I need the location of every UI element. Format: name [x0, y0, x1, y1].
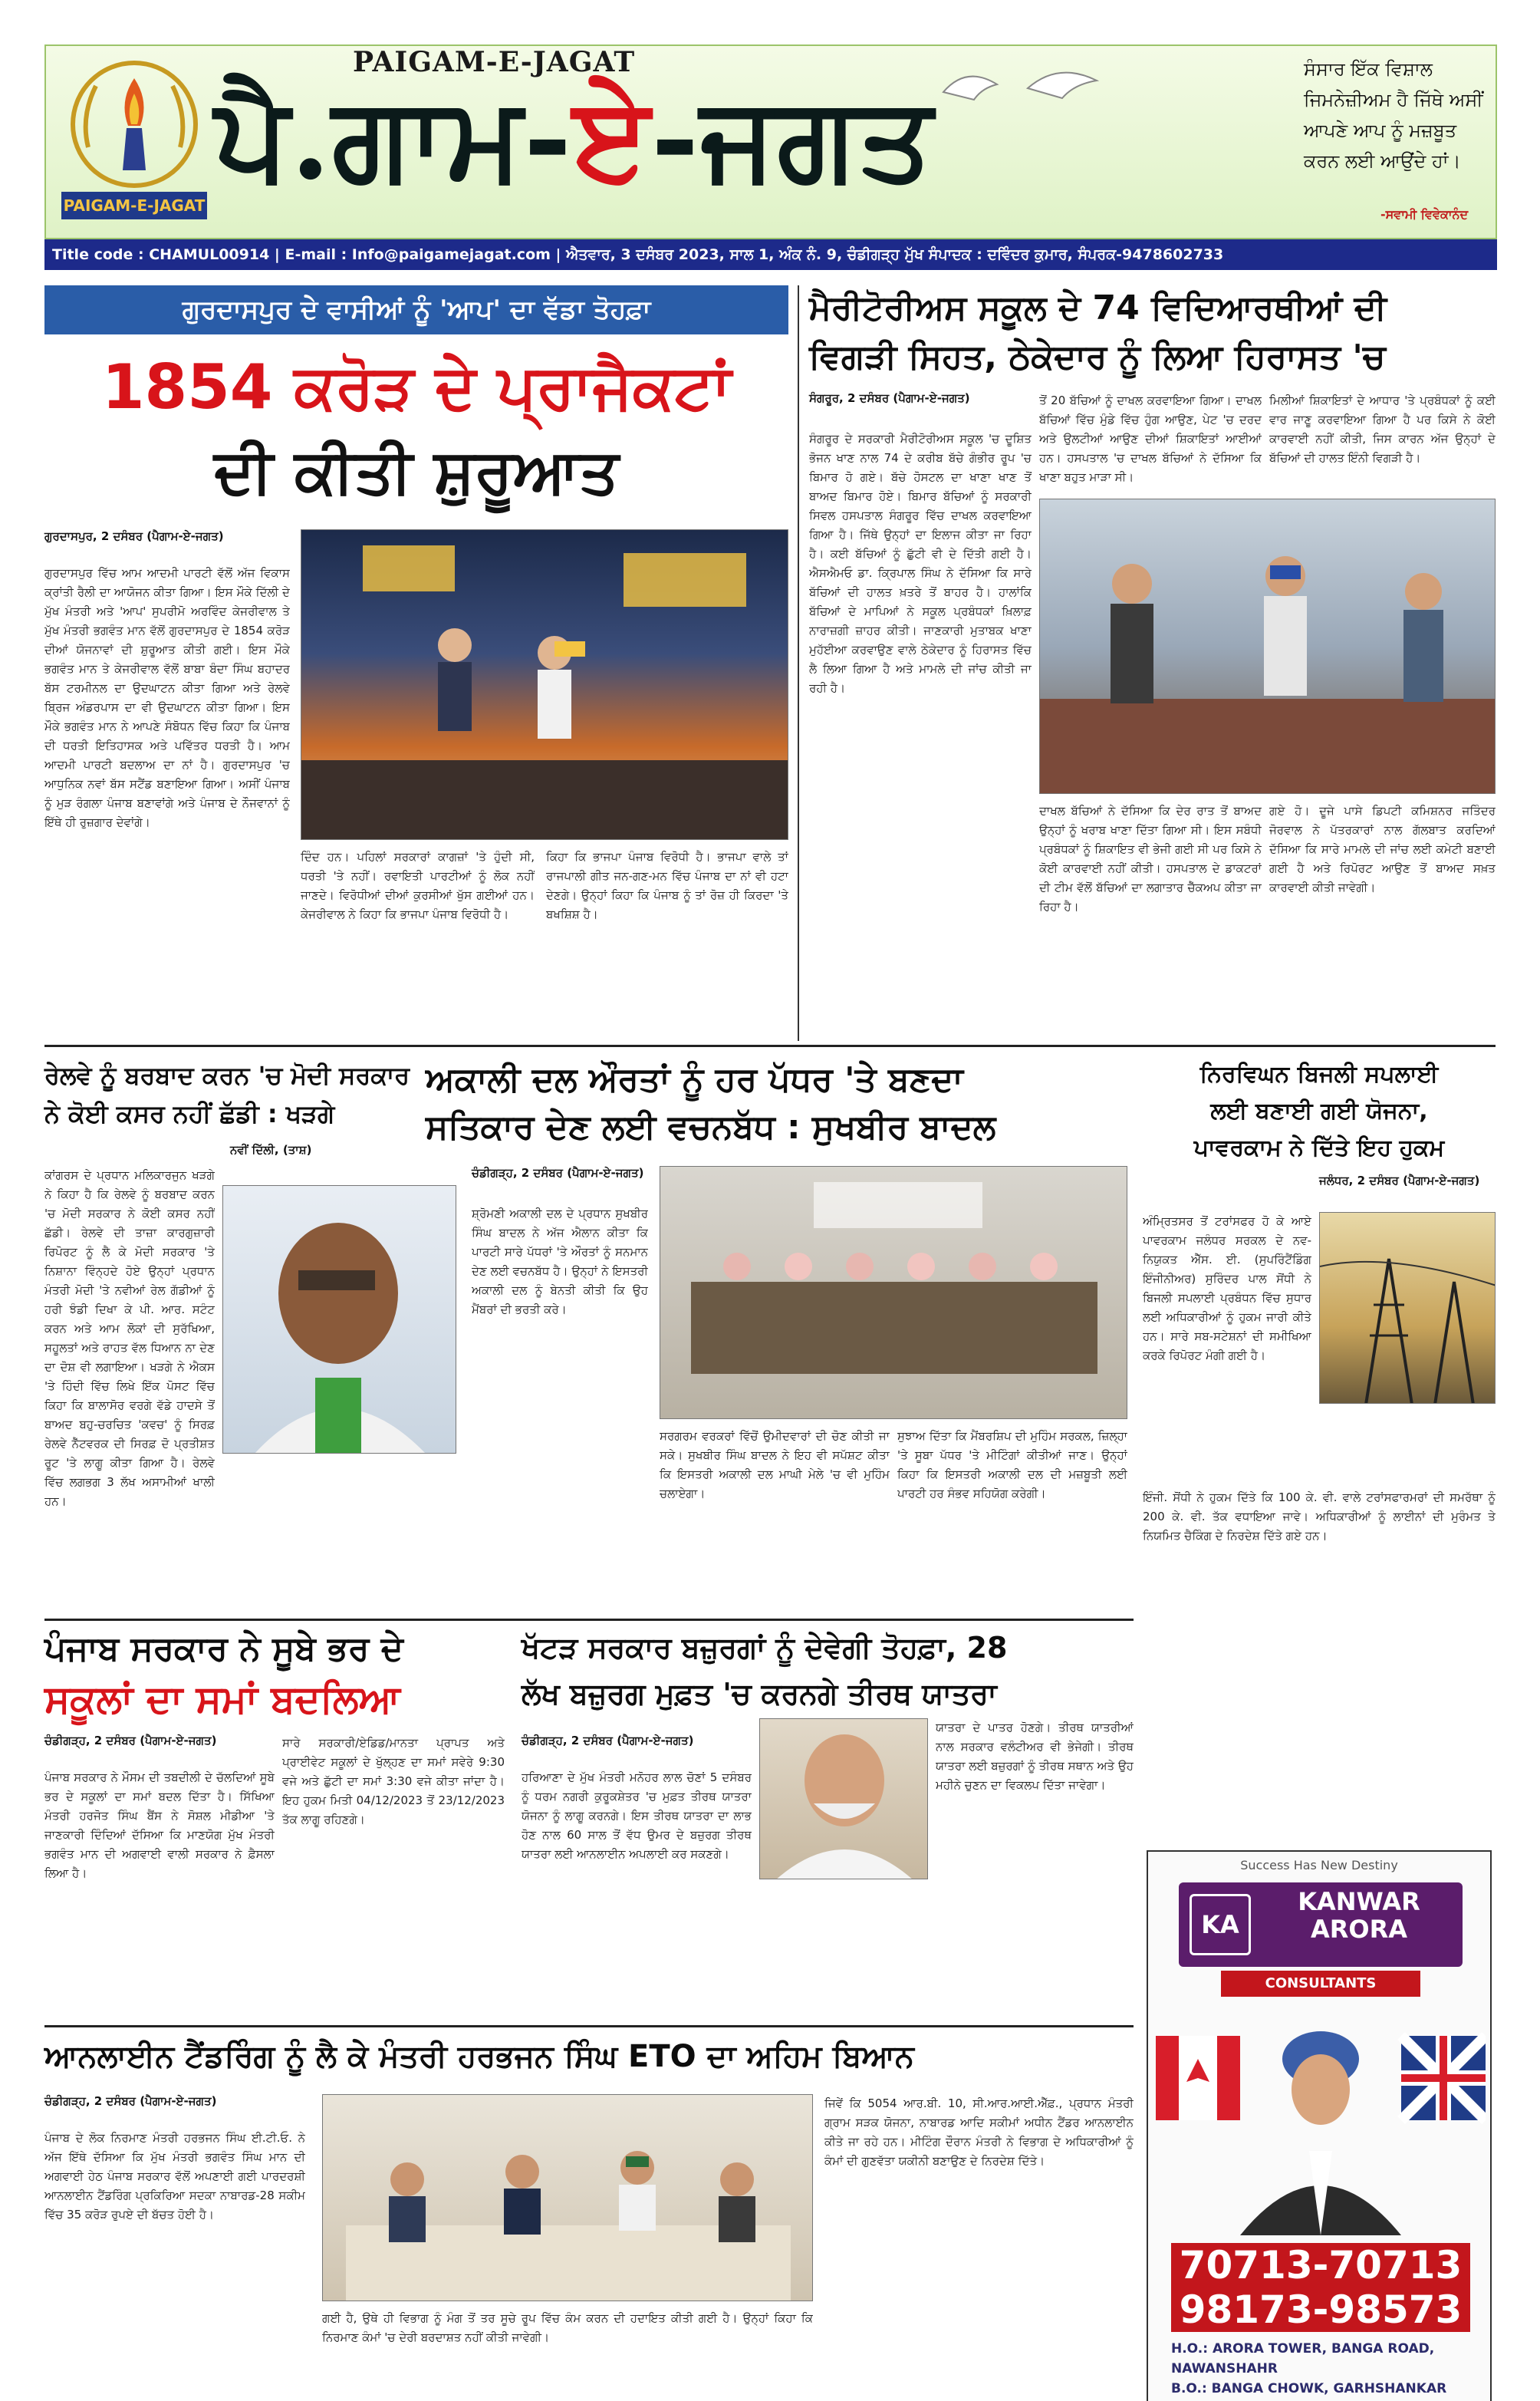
title-part-1: ਪੈ.ਗਾਮ- — [215, 71, 574, 206]
story3-khargo-photo — [222, 1185, 456, 1454]
story3-body: ਕਾਂਗਰਸ ਦੇ ਪ੍ਰਧਾਨ ਮਲਿਕਾਰਜੁਨ ਖੜਗੇ ਨੇ ਕਿਹਾ ਹੈ ਕਿ ਰੇਲਵੇ ਨੂੰ ਬਰਬਾਦ ਕਰਨ 'ਚ ਮੋਦੀ ਸਰਕਾਰ ਨੇ ਕੋਈ ਕਸਰ ਨਹੀਂ ਛੱਡੀ। ਰੇਲਵੇ ਦੀ ਤਾਜ਼ਾ ਕਾਰਗੁਜ਼ਾਰੀ ਰਿਪੋਰਟ ਨੂੰ ਲੈ ਕੇ ਮੋਦੀ ਸਰਕਾਰ 'ਤੇ ਨਿਸ਼ਾਨਾ ਵਿੰਨ੍ਹਦੇ ਹੋਏ ਉਨ੍ਹਾਂ ਪ੍ਰਧਾਨ ਮੰਤਰੀ ਮੋਦੀ 'ਤੇ ਨਵੀਆਂ ਰੇਲ ਗੱਡੀਆਂ ਨੂੰ ਹਰੀ ਝੰਡੀ ਦਿਖਾ ਕੇ ਪੀ. ਆਰ. ਸਟੰਟ ਕਰਨ ਅਤੇ ਆਮ ਲੋਕਾਂ ਦੀ ਸੁਰੱਖਿਆ, ਸਹੂਲਤਾਂ ਅਤੇ ਰਾਹਤ ਵੱਲ ਧਿਆਨ ਨਾ ਦੇਣ ਦਾ ਦੋਸ਼ ਵੀ ਲਗਾਇਆ। ਖੜਗੇ ਨੇ ਐਕਸ 'ਤੇ ਹਿੰਦੀ ਵਿੱਚ ਲਿਖੇ ਇੱਕ ਪੋਸਟ ਵਿੱਚ ਕਿਹਾ ਕਿ ਬਾਲਾਸੋਰ ਵਰਗੇ ਵੱਡੇ ਹਾਦਸੇ ਤੋਂ ਬਾਅਦ ਬਹੁ-ਚਰਚਿਤ 'ਕਵਚ' ਨੂੰ ਸਿਰਫ਼ ਰੇਲਵੇ ਨੈੱਟਵਰਕ ਦੀ ਸਿਰਫ਼ ਦੋ ਪ੍ਰਤੀਸ਼ਤ ਰੂਟ 'ਤੇ ਲਾਗੂ ਕੀਤਾ ਗਿਆ ਹੈ। ਰੇਲਵੇ ਵਿੱਚ ਲਗਭਗ 3 ਲੱਖ ਅਸਾਮੀਆਂ ਖਾਲੀ ਹਨ। — [44, 1168, 215, 1508]
story4-headline-1: ਅਕਾਲੀ ਦਲ ਔਰਤਾਂ ਨੂੰ ਹਰ ਪੱਧਰ 'ਤੇ ਬਣਦਾ — [426, 1060, 963, 1099]
masthead-english-name: PAIGAM-E-JAGAT — [353, 46, 636, 78]
ad-address — [1171, 2339, 1470, 2399]
story2-body-5: ਗਏ ਹੋ। ਦੂਜੇ ਪਾਸੇ ਡਿਪਟੀ ਕਮਿਸ਼ਨਰ ਜਤਿੰਦਰ ਜੋਰਵਾਲ ਨੇ ਪੱਤਰਕਾਰਾਂ ਨਾਲ ਗੱਲਬਾਤ ਕਰਦਿਆਂ ਦੱਸਿਆ ਕਿ ਸਾਰੇ ਮਾਮਲੇ ਦੀ ਜਾਂਚ ਲਈ ਕਮੇਟੀ ਬਣਾਈ ਗਈ ਹੈ ਅਤੇ ਰਿਪੋਰਟ ਆਉਣ ਤੋਂ ਬਾਅਦ ਸਖ਼ਤ ਕਾਰਵਾਈ ਕੀਤੀ ਜਾਵੇਗੀ। — [1269, 804, 1496, 894]
story8-body: ਪੰਜਾਬ ਦੇ ਲੋਕ ਨਿਰਮਾਣ ਮੰਤਰੀ ਹਰਭਜਨ ਸਿੰਘ ਈ.ਟੀ.ਓ. ਨੇ ਅੱਜ ਇੱਥੇ ਦੱਸਿਆ ਕਿ ਮੁੱਖ ਮੰਤਰੀ ਭਗਵੰਤ ਸਿੰਘ ਮਾਨ ਦੀ ਅਗਵਾਈ ਹੇਠ ਪੰਜਾਬ ਸਰਕਾਰ ਵੱਲੋਂ ਅਪਣਾਈ ਗਈ ਪਾਰਦਰਸ਼ੀ ਆਨਲਾਈਨ ਟੈਂਡਰਿੰਗ ਪ੍ਰਕਿਰਿਆ ਸਦਕਾ ਨਾਬਾਰਡ-28 ਸਕੀਮ ਵਿੱਚ 35 ਕਰੋੜ ਰੁਪਏ ਦੀ ਬੱਚਤ ਹੋਈ ਹੈ। — [44, 2131, 305, 2222]
ad-address-1: H.O.: ARORA TOWER, BANGA ROAD, NAWANSHAHR — [1171, 2341, 1435, 2376]
section-divider-2 — [44, 1619, 1134, 1621]
section-divider — [44, 1045, 1496, 1047]
story5-body-2: ਇੰਜੀ. ਸੋਂਧੀ ਨੇ ਹੁਕਮ ਦਿੱਤੇ ਕਿ 100 ਕੇ. ਵੀ. ਵਾਲੇ ਟਰਾਂਸਫਾਰਮਰਾਂ ਦੀ ਸਮਰੱਥਾ ਨੂੰ 200 ਕੇ. ਵੀ. ਤੱਕ ਵਧਾਇਆ ਜਾਵੇ। ਅਧਿਕਾਰੀਆਂ ਨੂੰ ਲਾਈਨਾਂ ਦੀ ਮੁਰੰਮਤ ਤੇ ਨਿਯਮਿਤ ਚੈਕਿੰਗ ਦੇ ਨਿਰਦੇਸ਼ ਦਿੱਤੇ ਗਏ ਹਨ। — [1143, 1490, 1496, 1543]
story4-body-3: ਸੁਝਾਅ ਦਿੱਤਾ ਕਿ ਮੈਂਬਰਸ਼ਿਪ ਦੀ ਮੁਹਿੰਮ ਸਰਕਲ, ਜ਼ਿਲ੍ਹਾ 'ਤੇ ਸੂਬਾ ਪੱਧਰ 'ਤੇ ਮੀਟਿੰਗਾਂ ਕੀਤੀਆਂ ਜਾਣ। ਉਨ੍ਹਾਂ ਕਿਹਾ ਕਿ ਇਸਤਰੀ ਅਕਾਲੀ ਦਲ ਦੀ ਮਜ਼ਬੂਤੀ ਲਈ ਪਾਰਟੀ ਹਰ ਸੰਭਵ ਸਹਿਯੋਗ ਕਰੇਗੀ। — [897, 1429, 1127, 1500]
ad-phone-1[interactable]: 70713-70713 — [1179, 2243, 1463, 2287]
story4-body-2: ਸਰਗਰਮ ਵਰਕਰਾਂ ਵਿੱਚੋਂ ਉਮੀਦਵਾਰਾਂ ਦੀ ਚੋਣ ਕੀਤੀ ਜਾ ਸਕੇ। ਸੁਖਬੀਰ ਸਿੰਘ ਬਾਦਲ ਨੇ ਇਹ ਵੀ ਸਪੱਸ਼ਟ ਕੀਤਾ ਕਿ ਇਸਤਰੀ ਅਕਾਲੀ ਦਲ ਮਾਘੀ ਮੇਲੇ 'ਚ ਵੀ ਮੁਹਿੰਮ ਚਲਾਏਗਾ। — [660, 1429, 890, 1500]
ad-logo — [1179, 1882, 1463, 1967]
ad-phone-box[interactable] — [1171, 2243, 1470, 2332]
story6-dateline: ਚੰਡੀਗੜ੍ਹ, 2 ਦਸੰਬਰ (ਪੈਗਾਮ-ਏ-ਜਗਤ) — [44, 1734, 217, 1747]
story5-headline-3: ਪਾਵਰਕਾਮ ਨੇ ਦਿੱਤੇ ਇਹ ਹੁਕਮ — [1193, 1135, 1445, 1161]
story2-headline-2: ਵਿਗੜੀ ਸਿਹਤ, ਠੇਕੇਦਾਰ ਨੂੰ ਲਿਆ ਹਿਰਾਸਤ 'ਚ — [809, 338, 1386, 377]
story7-headline-2: ਲੱਖ ਬਜ਼ੁਰਗ ਮੁਫ਼ਤ 'ਚ ਕਰਨਗੇ ਤੀਰਥ ਯਾਤਰਾ — [522, 1677, 997, 1711]
story2-headline-1: ਮੈਰੀਟੋਰੀਅਸ ਸਕੂਲ ਦੇ 74 ਵਿਦਿਆਰਥੀਆਂ ਦੀ — [809, 288, 1387, 328]
masthead-quote: ਸੰਸਾਰ ਇੱਕ ਵਿਸ਼ਾਲ ਜਿਮਨੇਜ਼ੀਅਮ ਹੈ ਜਿੱਥੇ ਅਸੀਂ ਆਪਣੇ ਆਪ ਨੂੰ ਮਜ਼ਬੂਤ ਕਰਨ ਲਈ ਆਉਂਦੇ ਹਾਂ। — [1304, 58, 1483, 172]
kanwar-arora-ad[interactable] — [1147, 1850, 1492, 2401]
story1-dateline: ਗੁਰਦਾਸਪੁਰ, 2 ਦਸੰਬਰ (ਪੈਗਾਮ-ਏ-ਜਗਤ) — [44, 529, 224, 543]
logo-label: PAIGAM-E-JAGAT — [61, 192, 207, 219]
story1-band: ਗੁਰਦਾਸਪੁਰ ਦੇ ਵਾਸੀਆਂ ਨੂੰ 'ਆਪ' ਦਾ ਵੱਡਾ ਤੋਹਫ਼ਾ — [44, 285, 788, 334]
story5-headline-2: ਲਈ ਬਣਾਈ ਗਈ ਯੋਜਨਾ, — [1210, 1098, 1428, 1125]
ad-tagline: Success Has New Destiny — [1240, 1858, 1398, 1872]
story6-headline-2: ਸਕੂਲਾਂ ਦਾ ਸਮਾਂ ਬਦਲਿਆ — [44, 1677, 400, 1721]
story5-headline-1: ਨਿਰਵਿਘਨ ਬਿਜਲੀ ਸਪਲਾਈ — [1199, 1061, 1439, 1088]
story8-body-2: ਜਿਵੇਂ ਕਿ 5054 ਆਰ.ਬੀ. 10, ਸੀ.ਆਰ.ਆਈ.ਐੱਫ਼., ਪ੍ਰਧਾਨ ਮੰਤਰੀ ਗ੍ਰਾਮ ਸੜਕ ਯੋਜਨਾ, ਨਾਬਾਰਡ ਆਦਿ ਸਕੀਮਾਂ ਅਧੀਨ ਟੈਂਡਰ ਆਨਲਾਈਨ ਕੀਤੇ ਜਾ ਰਹੇ ਹਨ। ਮੀਟਿੰਗ ਦੌਰਾਨ ਮੰਤਰੀ ਨੇ ਵਿਭਾਗ ਦੇ ਅਧਿਕਾਰੀਆਂ ਨੂੰ ਕੰਮਾਂ ਦੀ ਗੁਣਵੱਤਾ ਯਕੀਨੀ ਬਣਾਉਣ ਦੇ ਨਿਰਦੇਸ਼ ਦਿੱਤੇ। — [824, 2096, 1134, 2168]
story1-headline-black: ਦੀ ਕੀਤੀ ਸ਼ੁਰੂਆਤ — [214, 436, 619, 507]
story7-body-2: ਯਾਤਰਾ ਦੇ ਪਾਤਰ ਹੋਣਗੇ। ਤੀਰਥ ਯਾਤਰੀਆਂ ਨਾਲ ਸਰਕਾਰ ਵਲੰਟੀਅਰ ਵੀ ਭੇਜੇਗੀ। ਤੀਰਥ ਯਾਤਰਾ ਲਈ ਬਜ਼ੁਰਗਾਂ ਨੂੰ ਤੀਰਥ ਸਥਾਨ ਅਤੇ ਉਹ ਮਹੀਨੇ ਚੁਣਨ ਦਾ ਵਿਕਲਪ ਦਿੱਤਾ ਜਾਵੇਗਾ। — [936, 1721, 1134, 1792]
story1-rally-photo — [301, 529, 788, 840]
story7-body: ਹਰਿਆਣਾ ਦੇ ਮੁੱਖ ਮੰਤਰੀ ਮਨੋਹਰ ਲਾਲ ਚੋਣਾਂ 5 ਦਸੰਬਰ ਨੂੰ ਧਰਮ ਨਗਰੀ ਕੁਰੂਕਸ਼ੇਤਰ 'ਚ ਮੁਫ਼ਤ ਤੀਰਥ ਯਾਤਰਾ ਯੋਜਨਾ ਨੂੰ ਲਾਗੂ ਕਰਨਗੇ। ਇਸ ਤੀਰਥ ਯਾਤਰਾ ਦਾ ਲਾਭ ਹੋਣ ਨਾਲ 60 ਸਾਲ ਤੋਂ ਵੱਧ ਉਮਰ ਦੇ ਬਜ਼ੁਰਗ ਤੀਰਥ ਯਾਤਰਾ ਲਈ ਆਨਲਾਈਨ ਅਪਲਾਈ ਕਰ ਸਕਣਗੇ। — [522, 1770, 752, 1861]
story1-body-3: ਕਿਹਾ ਕਿ ਭਾਜਪਾ ਪੰਜਾਬ ਵਿਰੋਧੀ ਹੈ। ਭਾਜਪਾ ਵਾਲੇ ਤਾਂ ਰਾਜਪਾਲੀ ਗੀਤ ਜਨ-ਗਣ-ਮਨ ਵਿੱਚ ਪੰਜਾਬ ਦਾ ਨਾਂ ਵੀ ਹਟਾ ਦੇਣਗੇ। ਉਨ੍ਹਾਂ ਕਿਹਾ ਕਿ ਪੰਜਾਬ ਨੂੰ ਤਾਂ ਰੋਜ਼ ਹੀ ਕਿਰਦਾ 'ਤੇ ਬਖਸ਼ਿਸ਼ ਹੈ। — [546, 850, 788, 921]
story8-meeting-photo — [322, 2094, 813, 2301]
column-divider — [798, 285, 799, 1041]
ad-address-2: B.O.: BANGA CHOWK, GARHSHANKAR — [1171, 2381, 1447, 2396]
story1-headline-red: 1854 ਕਰੋੜ ਦੇ ਪ੍ਰਾਜੈਕਟਾਂ — [101, 351, 732, 423]
story4-meeting-photo — [660, 1166, 1127, 1419]
ad-portrait — [1156, 2005, 1486, 2235]
story8-body-3: ਗਈ ਹੈ, ਉਥੇ ਹੀ ਵਿਭਾਗ ਨੂੰ ਮੰਗ ਤੋਂ ਤਰ ਸੂਚੇ ਰੂਪ ਵਿੱਚ ਕੰਮ ਕਰਨ ਦੀ ਹਦਾਇਤ ਕੀਤੀ ਗਈ ਹੈ। ਉਨ੍ਹਾਂ ਕਿਹਾ ਕਿ ਨਿਰਮਾਣ ਕੰਮਾਂ 'ਚ ਦੇਰੀ ਬਰਦਾਸ਼ਤ ਨਹੀਂ ਕੀਤੀ ਜਾਵੇਗੀ। — [322, 2311, 813, 2344]
story6-body: ਪੰਜਾਬ ਸਰਕਾਰ ਨੇ ਮੌਸਮ ਦੀ ਤਬਦੀਲੀ ਦੇ ਚੱਲਦਿਆਂ ਸੂਬੇ ਭਰ ਦੇ ਸਕੂਲਾਂ ਦਾ ਸਮਾਂ ਬਦਲ ਦਿੱਤਾ ਹੈ। ਸਿੱਖਿਆ ਮੰਤਰੀ ਹਰਜੋਤ ਸਿੰਘ ਬੈਂਸ ਨੇ ਸੋਸ਼ਲ ਮੀਡੀਆ 'ਤੇ ਜਾਣਕਾਰੀ ਦਿੰਦਿਆਂ ਦੱਸਿਆ ਕਿ ਮਾਣਯੋਗ ਮੁੱਖ ਮੰਤਰੀ ਭਗਵੰਤ ਮਾਨ ਦੀ ਅਗਵਾਈ ਵਾਲੀ ਸਰਕਾਰ ਨੇ ਫ਼ੈਸਲਾ ਲਿਆ ਹੈ। — [44, 1770, 275, 1880]
story2-body: ਸੰਗਰੂਰ ਦੇ ਸਰਕਾਰੀ ਮੈਰੀਟੋਰੀਅਸ ਸਕੂਲ 'ਚ ਦੂਸ਼ਿਤ ਭੋਜਨ ਖਾਣ ਨਾਲ 74 ਦੇ ਕਰੀਬ ਬੱਚੇ ਗੰਭੀਰ ਰੂਪ 'ਚ ਬਿਮਾਰ ਹੋ ਗਏ। ਬੱਚੇ ਹੋਸਟਲ ਦਾ ਖਾਣਾ ਖਾਣ ਤੋਂ ਬਾਅਦ ਬਿਮਾਰ ਹੋਏ। ਬਿਮਾਰ ਬੱਚਿਆਂ ਨੂੰ ਸਰਕਾਰੀ ਸਿਵਲ ਹਸਪਤਾਲ ਸੰਗਰੂਰ ਵਿੱਚ ਦਾਖਲ ਕਰਵਾਇਆ ਗਿਆ ਹੈ। ਜਿੱਥੇ ਉਨ੍ਹਾਂ ਦਾ ਇਲਾਜ ਕੀਤਾ ਜਾ ਰਿਹਾ ਹੈ। ਕਈ ਬੱਚਿਆਂ ਨੂੰ ਛੁੱਟੀ ਵੀ ਦੇ ਦਿੱਤੀ ਗਈ ਹੈ। ਐਸਐਮਓ ਡਾ. ਕ੍ਰਿਪਾਲ ਸਿੰਘ ਨੇ ਦੱਸਿਆ ਕਿ ਸਾਰੇ ਬੱਚਿਆਂ ਦੀ ਹਾਲਤ ਖ਼ਤਰੇ ਤੋਂ ਬਾਹਰ ਹੈ। ਹਾਲਾਂਕਿ ਬੱਚਿਆਂ ਦੇ ਮਾਪਿਆਂ ਨੇ ਸਕੂਲ ਪ੍ਰਬੰਧਕਾਂ ਖ਼ਿਲਾਫ਼ ਨਾਰਾਜ਼ਗੀ ਜ਼ਾਹਰ ਕੀਤੀ। ਜਾਣਕਾਰੀ ਮੁਤਾਬਕ ਖਾਣਾ ਮੁਹੱਈਆ ਕਰਵਾਉਣ ਵਾਲੇ ਠੇਕੇਦਾਰ ਨੂੰ ਹਿਰਾਸਤ ਵਿੱਚ ਲੈ ਲਿਆ ਗਿਆ ਹੈ ਅਤੇ ਮਾਮਲੇ ਦੀ ਜਾਂਚ ਕੀਤੀ ਜਾ ਰਹੀ ਹੈ। — [809, 432, 1032, 695]
story5-power-photo — [1319, 1212, 1496, 1404]
title-part-2: ਏ — [573, 71, 651, 206]
dove-icon — [936, 61, 1104, 110]
story5-dateline: ਜਲੰਧਰ, 2 ਦਸੰਬਰ (ਪੈਗਾਮ-ਏ-ਜਗਤ) — [1319, 1174, 1480, 1187]
story6-body-2: ਸਾਰੇ ਸਰਕਾਰੀ/ਏਡਿਡ/ਮਾਨਤਾ ਪ੍ਰਾਪਤ ਅਤੇ ਪ੍ਰਾਈਵੇਟ ਸਕੂਲਾਂ ਦੇ ਖੁੱਲ੍ਹਣ ਦਾ ਸਮਾਂ ਸਵੇਰੇ 9:30 ਵਜੇ ਅਤੇ ਛੁੱਟੀ ਦਾ ਸਮਾਂ 3:30 ਵਜੇ ਕੀਤਾ ਜਾਂਦਾ ਹੈ। ਇਹ ਹੁਕਮ ਮਿਤੀ 04/12/2023 ਤੋਂ 23/12/2023 ਤੱਕ ਲਾਗੂ ਰਹਿਣਗੇ। — [282, 1736, 505, 1826]
story8-headline: ਆਨਲਾਈਨ ਟੈਂਡਰਿੰਗ ਨੂੰ ਲੈ ਕੇ ਮੰਤਰੀ ਹਰਭਜਨ ਸਿੰਘ ETO ਦਾ ਅਹਿਮ ਬਿਆਨ — [44, 2039, 914, 2074]
story3-headline-2: ਨੇ ਕੋਈ ਕਸਰ ਨਹੀਂ ਛੱਡੀ : ਖੜਗੇ — [44, 1099, 335, 1128]
masthead-title — [215, 71, 934, 206]
info-bar: Title code : CHAMUL00914 | E-mail : Info@paigamejagat.com | ਐਤਵਾਰ, 3 ਦਸੰਬਰ 2023, ਸਾਲ 1, ਅੰਕ ਨੰ. 9, ਚੰਡੀਗੜ੍ਹ ਮੁੱਖ ਸੰਪਾਦਕ : ਦਵਿੰਦਰ ਕੁਮਾਰ, ਸੰਪਰਕ-9478602733 — [44, 239, 1497, 270]
story2-dateline: ਸੰਗਰੂਰ, 2 ਦਸੰਬਰ (ਪੈਗਾਮ-ਏ-ਜਗਤ) — [809, 391, 970, 405]
story7-dateline: ਚੰਡੀਗੜ੍ਹ, 2 ਦਸੰਬਰ (ਪੈਗਾਮ-ਏ-ਜਗਤ) — [522, 1734, 694, 1747]
story2-body-2: ਤੋਂ 20 ਬੱਚਿਆਂ ਨੂੰ ਦਾਖਲ ਕਰਵਾਇਆ ਗਿਆ। ਦਾਖਲ ਬੱਚਿਆਂ ਵਿੱਚ ਮੁੰਡੇ ਵਿੱਚ ਹੁੰਗ ਆਉਣ, ਪੇਟ 'ਚ ਦਰਦ ਅਤੇ ਉਲਟੀਆਂ ਆਉਣ ਦੀਆਂ ਸ਼ਿਕਾਇਤਾਂ ਆਈਆਂ ਹਨ। ਹਸਪਤਾਲ 'ਚ ਦਾਖਲ ਬੱਚਿਆਂ ਨੇ ਦੱਸਿਆ ਕਿ ਖਾਣਾ ਬਹੁਤ ਮਾੜਾ ਸੀ। — [1039, 394, 1262, 484]
quote-author: -ਸਵਾਮੀ ਵਿਵੇਕਾਨੰਦ — [1380, 207, 1469, 222]
torch-logo — [65, 55, 203, 193]
story3-dateline: ਨਵੀਂ ਦਿੱਲੀ, (ਤਾਸ਼) — [230, 1143, 312, 1157]
ad-monogram: KA — [1190, 1894, 1251, 1955]
story2-body-4: ਦਾਖਲ ਬੱਚਿਆਂ ਨੇ ਦੱਸਿਆ ਕਿ ਦੇਰ ਰਾਤ ਤੋਂ ਬਾਅਦ ਉਨ੍ਹਾਂ ਨੂੰ ਖਰਾਬ ਖਾਣਾ ਦਿੱਤਾ ਗਿਆ ਸੀ। ਇਸ ਸਬੰਧੀ ਪ੍ਰਬੰਧਕਾਂ ਨੂੰ ਸ਼ਿਕਾਇਤ ਵੀ ਭੇਜੀ ਗਈ ਸੀ ਪਰ ਕਿਸੇ ਨੇ ਕੋਈ ਕਾਰਵਾਈ ਨਹੀਂ ਕੀਤੀ। ਹਸਪਤਾਲ ਦੇ ਡਾਕਟਰਾਂ ਦੀ ਟੀਮ ਵੱਲੋਂ ਬੱਚਿਆਂ ਦਾ ਲਗਾਤਾਰ ਚੈੱਕਅਪ ਕੀਤਾ ਜਾ ਰਿਹਾ ਹੈ। — [1039, 804, 1262, 914]
ad-brand-2: ARORA — [1310, 1915, 1407, 1944]
story3-headline-1: ਰੇਲਵੇ ਨੂੰ ਬਰਬਾਦ ਕਰਨ 'ਚ ਮੋਦੀ ਸਰਕਾਰ — [44, 1061, 410, 1090]
story5-body: ਅੰਮ੍ਰਿਤਸਰ ਤੋਂ ਟਰਾਂਸਫਰ ਹੋ ਕੇ ਆਏ ਪਾਵਰਕਾਮ ਜਲੰਧਰ ਸਰਕਲ ਦੇ ਨਵ-ਨਿਯੁਕਤ ਐੱਸ. ਈ. (ਸੁਪਰਿੰਟੈਂਡਿੰਗ ਇੰਜੀਨੀਅਰ) ਸੁਰਿੰਦਰ ਪਾਲ ਸੋਂਧੀ ਨੇ ਬਿਜਲੀ ਸਪਲਾਈ ਪ੍ਰਬੰਧਨ ਵਿੱਚ ਸੁਧਾਰ ਲਈ ਅਧਿਕਾਰੀਆਂ ਨੂੰ ਹੁਕਮ ਜਾਰੀ ਕੀਤੇ ਹਨ। ਸਾਰੇ ਸਬ-ਸਟੇਸ਼ਨਾਂ ਦੀ ਸਮੀਖਿਆ ਕਰਕੇ ਰਿਪੋਰਟ ਮੰਗੀ ਗਈ ਹੈ। — [1143, 1214, 1311, 1362]
ad-brand-1: KANWAR — [1298, 1887, 1420, 1916]
story4-body: ਸ਼੍ਰੋਮਣੀ ਅਕਾਲੀ ਦਲ ਦੇ ਪ੍ਰਧਾਨ ਸੁਖਬੀਰ ਸਿੰਘ ਬਾਦਲ ਨੇ ਅੱਜ ਐਲਾਨ ਕੀਤਾ ਕਿ ਪਾਰਟੀ ਸਾਰੇ ਪੱਧਰਾਂ 'ਤੇ ਔਰਤਾਂ ਨੂੰ ਸਨਮਾਨ ਦੇਣ ਲਈ ਵਚਨਬੱਧ ਹੈ। ਉਨ੍ਹਾਂ ਨੇ ਇਸਤਰੀ ਅਕਾਲੀ ਦਲ ਨੂੰ ਬੇਨਤੀ ਕੀਤੀ ਕਿ ਉਹ ਮੈਂਬਰਾਂ ਦੀ ਭਰਤੀ ਕਰੇ। — [472, 1207, 648, 1316]
story4-headline-2: ਸਤਿਕਾਰ ਦੇਣ ਲਈ ਵਚਨਬੱਧ : ਸੁਖਬੀਰ ਬਾਦਲ — [426, 1108, 996, 1147]
story8-dateline: ਚੰਡੀਗੜ੍ਹ, 2 ਦਸੰਬਰ (ਪੈਗਾਮ-ਏ-ਜਗਤ) — [44, 2094, 217, 2108]
story4-dateline: ਚੰਡੀਗੜ੍ਹ, 2 ਦਸੰਬਰ (ਪੈਗਾਮ-ਏ-ਜਗਤ) — [472, 1166, 644, 1180]
story1-body: ਗੁਰਦਾਸਪੁਰ ਵਿੱਚ ਆਮ ਆਦਮੀ ਪਾਰਟੀ ਵੱਲੋਂ ਅੱਜ ਵਿਕਾਸ ਕ੍ਰਾਂਤੀ ਰੈਲੀ ਦਾ ਆਯੋਜਨ ਕੀਤਾ ਗਿਆ। ਇਸ ਮੌਕੇ ਦਿੱਲੀ ਦੇ ਮੁੱਖ ਮੰਤਰੀ ਅਤੇ 'ਆਪ' ਸੁਪਰੀਮੋ ਅਰਵਿੰਦ ਕੇਜਰੀਵਾਲ ਤੇ ਮੁੱਖ ਮੰਤਰੀ ਭਗਵੰਤ ਮਾਨ ਵੱਲੋਂ ਗੁਰਦਾਸਪੁਰ ਦੇ 1854 ਕਰੋੜ ਦੀਆਂ ਯੋਜਨਾਵਾਂ ਦੀ ਸ਼ੁਰੂਆਤ ਕੀਤੀ ਗਈ। ਇਸ ਮੌਕੇ ਭਗਵੰਤ ਮਾਨ ਤੇ ਕੇਜਰੀਵਾਲ ਵੱਲੋਂ ਬਾਬਾ ਬੰਦਾ ਸਿੰਘ ਬਹਾਦਰ ਬੱਸ ਟਰਮੀਨਲ ਦਾ ਉਦਘਾਟਨ ਕੀਤਾ ਗਿਆ ਅਤੇ ਰੇਲਵੇ ਬ੍ਰਿਜ ਅੰਡਰਪਾਸ ਦਾ ਵੀ ਉਦਘਾਟਨ ਕੀਤਾ ਗਿਆ। ਇਸ ਮੌਕੇ ਭਗਵੰਤ ਮਾਨ ਨੇ ਆਪਣੇ ਸੰਬੋਧਨ ਵਿੱਚ ਕਿਹਾ ਕਿ ਪੰਜਾਬ ਦੀ ਧਰਤੀ ਇਤਿਹਾਸਕ ਅਤੇ ਪਵਿੱਤਰ ਧਰਤੀ ਹੈ। ਆਮ ਆਦਮੀ ਪਾਰਟੀ ਬਦਲਾਅ ਦਾ ਨਾਂ ਹੈ। ਗੁਰਦਾਸਪੁਰ 'ਚ ਆਧੁਨਿਕ ਨਵਾਂ ਬੱਸ ਸਟੈਂਡ ਬਣਾਇਆ ਗਿਆ। ਅਸੀਂ ਪੰਜਾਬ ਨੂੰ ਮੁੜ ਰੰਗਲਾ ਪੰਜਾਬ ਬਣਾਵਾਂਗੇ ਅਤੇ ਪੰਜਾਬ ਦੇ ਨੌਜਵਾਨਾਂ ਨੂੰ ਇੱਥੇ ਹੀ ਰੁਜ਼ਗਾਰ ਦੇਵਾਂਗੇ। — [44, 566, 290, 829]
title-part-3: -ਜਗਤ — [651, 71, 934, 206]
story1-body-2: ਦਿੰਦ ਹਨ। ਪਹਿਲਾਂ ਸਰਕਾਰਾਂ ਕਾਗਜ਼ਾਂ 'ਤੇ ਹੁੰਦੀ ਸੀ, ਧਰਤੀ 'ਤੇ ਨਹੀਂ। ਰਵਾਇਤੀ ਪਾਰਟੀਆਂ ਨੂੰ ਲੋਕ ਨਹੀਂ ਜਾਣਦੇ। ਵਿਰੋਧੀਆਂ ਦੀਆਂ ਕੁਰਸੀਆਂ ਖੁੱਸ ਗਈਆਂ ਹਨ। ਕੇਜਰੀਵਾਲ ਨੇ ਕਿਹਾ ਕਿ ਭਾਜਪਾ ਪੰਜਾਬ ਵਿਰੋਧੀ ਹੈ। — [301, 850, 535, 921]
section-divider-3 — [44, 2025, 1134, 2027]
story6-headline-1: ਪੰਜਾਬ ਸਰਕਾਰ ਨੇ ਸੂਬੇ ਭਰ ਦੇ — [44, 1629, 403, 1668]
story7-headline-1: ਖੱਟੜ ਸਰਕਾਰ ਬਜ਼ੁਰਗਾਂ ਨੂੰ ਦੇਵੇਗੀ ਤੋਹਫ਼ਾ, 28 — [522, 1631, 1008, 1665]
ad-brand-3: CONSULTANTS — [1221, 1971, 1420, 1997]
masthead — [44, 44, 1497, 239]
ad-phone-2[interactable]: 98173-98573 — [1179, 2287, 1463, 2332]
story7-khattar-photo — [759, 1718, 928, 1879]
story2-body-3: ਮਿਲੀਆਂ ਸ਼ਿਕਾਇਤਾਂ ਦੇ ਆਧਾਰ 'ਤੇ ਪ੍ਰਬੰਧਕਾਂ ਨੂੰ ਕਈ ਵਾਰ ਜਾਣੂ ਕਰਵਾਇਆ ਗਿਆ ਹੈ ਪਰ ਕਿਸੇ ਨੇ ਕੋਈ ਕਾਰਵਾਈ ਨਹੀਂ ਕੀਤੀ, ਜਿਸ ਕਾਰਨ ਅੱਜ ਉਨ੍ਹਾਂ ਦੇ ਬੱਚਿਆਂ ਦੀ ਹਾਲਤ ਇੰਨੀ ਵਿਗੜੀ ਹੈ। — [1269, 394, 1496, 465]
story2-hospital-photo — [1039, 499, 1496, 794]
